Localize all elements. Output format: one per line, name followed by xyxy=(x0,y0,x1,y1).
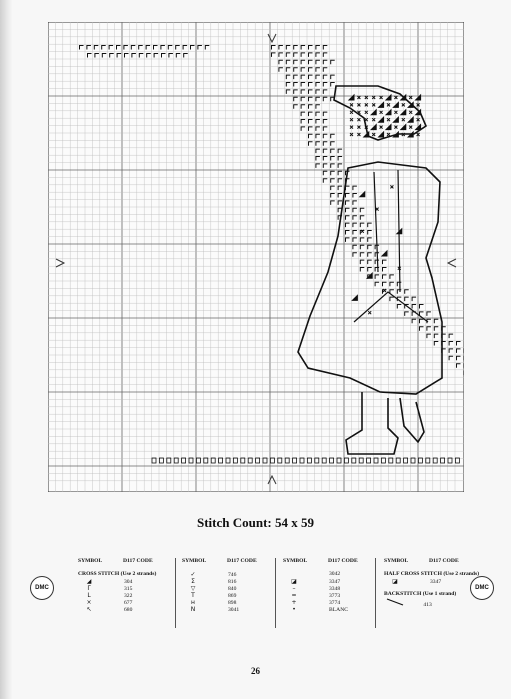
stitch-symbol-icon: ◪ xyxy=(291,578,297,585)
key-column-4 xyxy=(384,558,494,610)
key-row xyxy=(384,578,494,585)
key-row xyxy=(283,578,378,585)
key-row xyxy=(283,599,378,606)
floss-code: 869 xyxy=(228,593,237,599)
key-header: SYMBOL D117 CODE xyxy=(384,558,459,564)
stitch-symbol-icon: L xyxy=(87,592,91,599)
backstitch-heading: BACKSTITCH (Use 1 strand) xyxy=(384,591,457,597)
stitch-symbol-icon: + xyxy=(291,599,297,606)
stitch-symbol-icon: ↖ xyxy=(86,606,92,613)
floss-code: 3347 xyxy=(430,579,442,585)
key-column-1 xyxy=(78,558,173,613)
key-column-2 xyxy=(182,558,277,613)
key-row xyxy=(283,585,378,592)
half-cross-heading: HALF CROSS STITCH (Use 2 strands) xyxy=(384,571,480,577)
floss-code: 3041 xyxy=(228,607,240,613)
floss-code: 322 xyxy=(124,593,133,599)
stitch-symbol-icon: T xyxy=(191,592,195,599)
key-row xyxy=(182,592,277,599)
floss-code: 898 xyxy=(228,600,237,606)
stitch-symbol-icon: ✓ xyxy=(190,571,196,578)
key-row xyxy=(283,592,378,599)
key-row: 413 xyxy=(384,598,494,610)
cross-stitch-heading: CROSS STITCH (Use 2 strands) xyxy=(78,571,157,577)
floss-code: 3348 xyxy=(329,586,341,592)
key-header: SYMBOL D117 CODE xyxy=(182,558,257,564)
dmc-logo-right: DMC xyxy=(470,576,494,600)
floss-code: 840 xyxy=(228,586,237,592)
floss-code: 315 xyxy=(124,586,133,592)
stitch-symbol-icon: ◢ xyxy=(86,578,92,585)
stitch-symbol-icon: Γ xyxy=(87,585,91,592)
key-row xyxy=(182,578,277,585)
floss-code: 746 xyxy=(228,572,237,578)
cross-stitch-chart xyxy=(48,22,464,492)
stitch-symbol-icon: N xyxy=(190,606,196,613)
stitch-symbol-icon: Σ xyxy=(191,578,195,585)
floss-code: 3042 xyxy=(329,571,341,577)
stitch-symbol-icon: ◪ xyxy=(392,578,398,585)
key-row xyxy=(182,606,277,613)
floss-code: 677 xyxy=(124,600,133,606)
floss-code: 304 xyxy=(124,579,133,585)
key-header: SYMBOL D117 CODE xyxy=(283,558,358,564)
floss-code: 816 xyxy=(228,579,237,585)
key-row xyxy=(182,585,277,592)
stitch-symbol-icon: • xyxy=(292,606,296,613)
key-row xyxy=(182,571,277,578)
key-divider xyxy=(375,558,376,628)
floss-code: 3347 xyxy=(329,579,341,585)
floss-code: BLANC xyxy=(329,607,348,613)
color-key xyxy=(78,558,498,638)
key-row xyxy=(78,592,173,599)
floss-code: 680 xyxy=(124,607,133,613)
key-row xyxy=(78,585,173,592)
stitch-symbol-icon: – xyxy=(292,585,296,592)
floss-code: 3774 xyxy=(329,600,341,606)
key-row xyxy=(283,606,378,613)
key-row xyxy=(78,578,173,585)
dmc-logo-left: DMC xyxy=(30,576,54,600)
binding-edge xyxy=(0,0,12,699)
key-row xyxy=(78,606,173,613)
stitch-symbol-icon: = xyxy=(291,592,297,599)
key-row xyxy=(283,571,378,578)
stitch-symbol-icon: ▽ xyxy=(190,585,196,592)
stitch-symbol-icon: × xyxy=(86,599,92,606)
page-number: 26 xyxy=(251,666,260,676)
backstitch-line-icon xyxy=(384,598,406,611)
stitch-symbol-icon: н xyxy=(191,599,195,606)
stitch-count: Stitch Count: 54 x 59 xyxy=(196,515,314,530)
key-column-3 xyxy=(283,558,378,613)
key-row xyxy=(182,599,277,606)
key-divider xyxy=(275,558,276,628)
floss-code: 3773 xyxy=(329,593,341,599)
key-row xyxy=(78,599,173,606)
chart-svg xyxy=(48,22,464,492)
key-header: SYMBOL D117 CODE xyxy=(78,558,153,564)
key-divider xyxy=(175,558,176,628)
